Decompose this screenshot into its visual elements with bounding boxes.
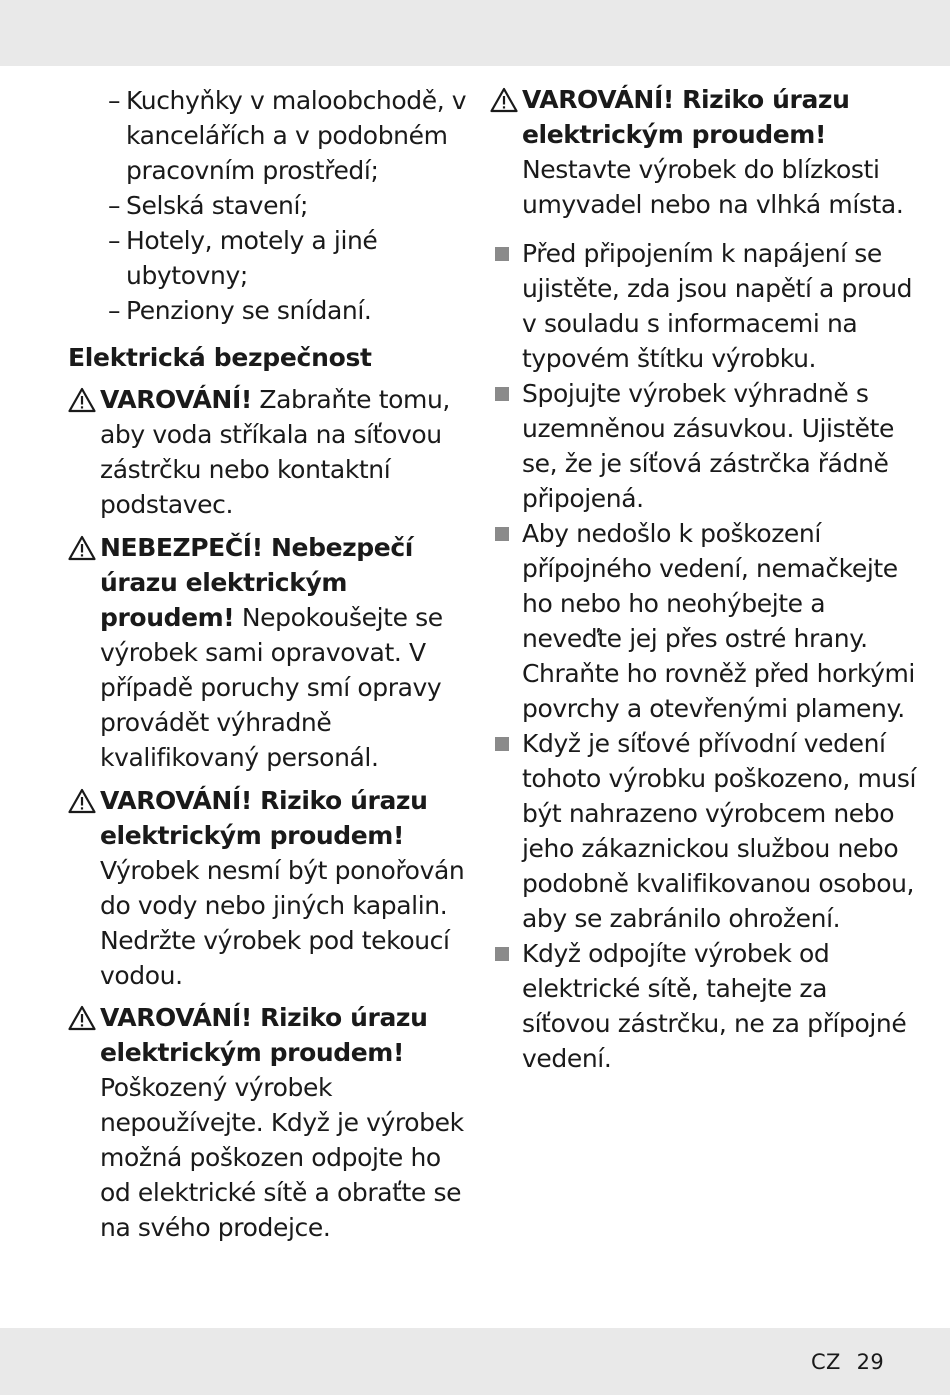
warning-block [100, 382, 470, 522]
warning-label: VAROVÁNÍ! Riziko úrazu elektrickým proudem! [522, 85, 850, 149]
warning-triangle-icon [68, 387, 96, 413]
language-code: CZ [811, 1350, 841, 1374]
section-heading: Elektrická bezpečnost [68, 343, 372, 372]
list-item [522, 726, 922, 936]
list-item [522, 936, 922, 1076]
warning-body: Nepokoušejte se výrobek sami opravovat. V případě poruchy smí opravy provádět výhradně kvalifikovaný personál. [100, 603, 443, 772]
page-number: 29 [856, 1350, 884, 1374]
list-item [108, 188, 468, 223]
list-item [108, 223, 468, 293]
list-item-text: Penziony se snídaní. [126, 296, 372, 325]
list-item-text: Aby nedošlo k poškození přípojného vedení, nemačkejte ho nebo ho neohýbejte a neveďte jej přes ostré hrany. Chraňte ho rovněž před horkými povrchy a otevřenými plameny. [522, 519, 915, 723]
warning-label: NEBEZPEČÍ! Nebezpečí úrazu elektrickým proudem! [100, 533, 413, 632]
square-bullet-icon [495, 947, 509, 961]
warning-label: VAROVÁNÍ! [100, 385, 252, 414]
safety-bullet-list [522, 236, 922, 1076]
warning-body: Výrobek nesmí být ponořován do vody nebo jiných kapalin. Nedržte výrobek pod tekoucí vodou. [100, 856, 465, 990]
warning-label: VAROVÁNÍ! Riziko úrazu elektrickým proudem! [100, 786, 428, 850]
list-item-text: Před připojením k napájení se ujistěte, zda jsou napětí a proud v souladu s informacemi na typovém štítku výrobku. [522, 239, 913, 373]
list-item-text: Hotely, motely a jiné ubytovny; [126, 226, 378, 290]
usage-list [108, 83, 468, 328]
warning-triangle-icon [490, 87, 518, 113]
bottom-band [0, 1328, 950, 1395]
page-footer [811, 1347, 884, 1377]
warning-body: Zabraňte tomu, aby voda stříkala na síťovou zástrčku nebo kontaktní podstavec. [100, 385, 450, 519]
warning-block [100, 1000, 470, 1245]
square-bullet-icon [495, 527, 509, 541]
square-bullet-icon [495, 247, 509, 261]
warning-text [100, 530, 470, 775]
dash-marker: – [108, 226, 121, 255]
warning-label: VAROVÁNÍ! Riziko úrazu elektrickým proudem! [100, 1003, 428, 1067]
list-item-text: Spojujte výrobek výhradně s uzemněnou zásuvkou. Ujistěte se, že je síťová zástrčka řádně připojená. [522, 379, 894, 513]
warning-block [100, 530, 470, 775]
warning-text [100, 1000, 470, 1245]
warning-body: Nestavte výrobek do blízkosti umyvadel nebo na vlhká místa. [522, 155, 904, 219]
list-item [522, 236, 922, 376]
list-item [108, 293, 468, 328]
warning-text [100, 382, 470, 522]
list-item-text: Kuchyňky v maloobchodě, v kancelářích a v podobném pracovním prostředí; [126, 86, 467, 185]
warning-triangle-icon [68, 535, 96, 561]
square-bullet-icon [495, 387, 509, 401]
list-item [108, 83, 468, 188]
dash-marker: – [108, 86, 121, 115]
warning-body: Poškozený výrobek nepoužívejte. Když je výrobek možná poškozen odpojte ho od elektrické sítě a obraťte se na svého prodejce. [100, 1073, 464, 1242]
list-item [522, 516, 922, 726]
warning-block [522, 82, 922, 222]
list-item-text: Když je síťové přívodní vedení tohoto výrobku poškozeno, musí být nahrazeno výrobcem nebo jeho zákaznickou službou nebo podobně kvalifikovanou osobou, aby se zabránilo ohrožení. [522, 729, 917, 933]
warning-text [522, 82, 922, 222]
warning-block [100, 783, 470, 993]
dash-marker: – [108, 191, 121, 220]
warning-text [100, 783, 470, 993]
dash-marker: – [108, 296, 121, 325]
warning-triangle-icon [68, 788, 96, 814]
list-item-text: Když odpojíte výrobek od elektrické sítě, tahejte za síťovou zástrčku, ne za přípojné vedení. [522, 939, 907, 1073]
list-item-text: Selská stavení; [126, 191, 309, 220]
top-band [0, 0, 950, 66]
square-bullet-icon [495, 737, 509, 751]
warning-triangle-icon [68, 1005, 96, 1031]
list-item [522, 376, 922, 516]
